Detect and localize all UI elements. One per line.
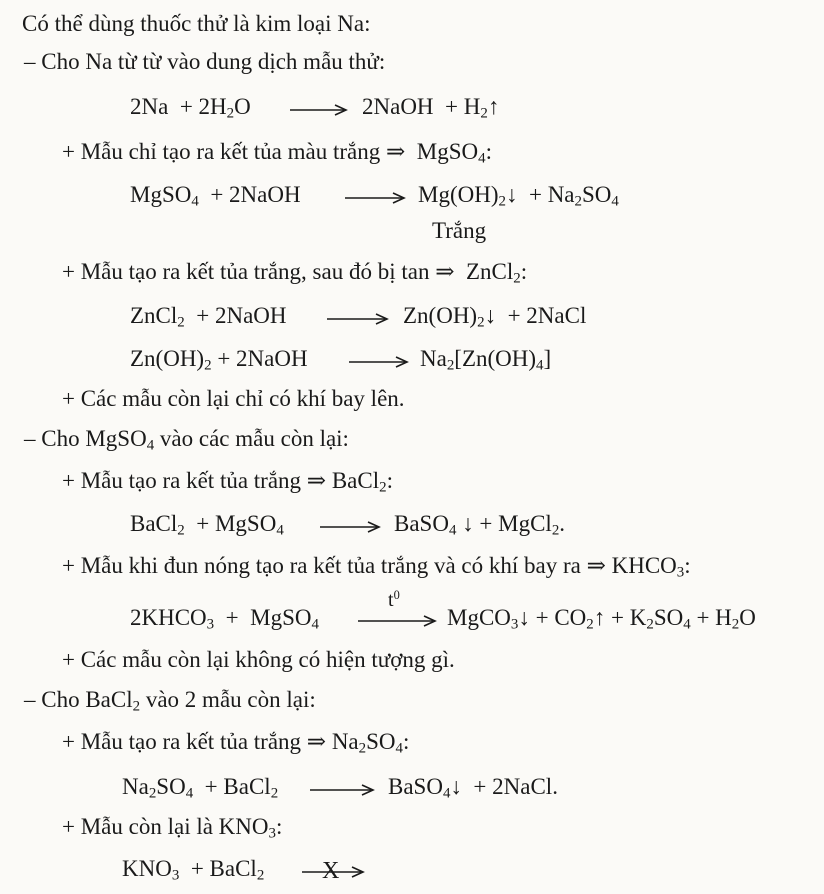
reaction-arrow (345, 183, 409, 213)
reaction-arrow (290, 95, 351, 125)
reaction-arrow (327, 304, 392, 334)
equation-r6 (0, 588, 824, 638)
equation-term: $Na_2SO_4$ + BaCl$_2$ (122, 774, 279, 802)
equation-term: BaSO$_4$ ↓ + MgCl$_2$. (394, 511, 566, 539)
text-line-l11: – Cho BaCl$_2$ vào 2 mẫu còn lại: (24, 687, 316, 715)
equation-r8 (0, 857, 824, 889)
equation-term: BaSO$_4$↓ + 2NaCl. (388, 774, 558, 802)
equation-term: $KNO_3$ + BaCl$_2$ (122, 856, 265, 884)
reaction-arrow (358, 588, 440, 636)
text-line-l3: + Mẫu chỉ tạo ra kết tủa màu trắng ⇒ MgSO$_4$: (62, 139, 492, 167)
equation-term: $Na_2[Zn(OH)_4]$ (420, 346, 552, 374)
text-line-l13: + Mẫu còn lại là $KNO_3$: (62, 814, 283, 842)
equation-term: MgSO$_4$ + 2NaOH (130, 182, 301, 210)
equation-r4 (0, 347, 824, 379)
text-line-l7: – Cho MgSO$_4$ vào các mẫu còn lại: (24, 426, 349, 454)
equation-r3 (0, 304, 824, 336)
text-line-l4: Trắng (432, 218, 487, 243)
equation-r1 (0, 95, 824, 127)
arrow-condition-label: $t^0$ (388, 588, 400, 611)
equation-r7 (0, 775, 824, 807)
equation-term: MgCO$_3$↓ + $CO_2↑ + K_2SO_4 + H_2O$ (447, 605, 756, 633)
text-line-l6: + Các mẫu còn lại chỉ có khí bay lên. (62, 386, 405, 411)
text-line-l2: – Cho Na từ từ vào dung dịch mẫu thử: (24, 49, 386, 74)
equation-term: $Zn(OH)_2↓$ + 2NaCl (403, 303, 587, 331)
equation-term: $2KHCO_3$ + MgSO$_4$ (130, 605, 319, 633)
equation-term: BaCl$_2$ + MgSO$_4$ (130, 511, 284, 539)
equation-term: $2Na + 2H_2O$ (130, 94, 251, 122)
equation-term: 2NaOH + $H_2↑$ (362, 94, 500, 122)
equation-term: ZnCl$_2$ + 2NaOH (130, 303, 287, 331)
arrow-cross-mark: X (322, 858, 340, 884)
text-line-l1: Có thể dùng thuốc thử là kim loại Na: (22, 11, 371, 36)
text-line-l12: + Mẫu tạo ra kết tủa trắng ⇒ $Na_2SO_4$: (62, 729, 410, 757)
text-line-l5: + Mẫu tạo ra kết tủa trắng, sau đó bị tan ⇒ ZnCl$_2$: (62, 259, 528, 287)
reaction-arrow (320, 512, 384, 542)
equation-r2 (0, 183, 824, 215)
reaction-arrow (310, 775, 378, 805)
equation-term: $Mg(OH)_2↓ + Na_2SO_4$ (418, 182, 619, 210)
equation-term: $Zn(OH)_2$ + 2NaOH (130, 346, 308, 374)
no-reaction-arrow (302, 857, 368, 887)
reaction-arrow (349, 347, 412, 377)
text-line-l8: + Mẫu tạo ra kết tủa trắng ⇒ BaCl$_2$: (62, 468, 393, 496)
equation-r5 (0, 512, 824, 544)
text-line-l9: + Mẫu khi đun nóng tạo ra kết tủa trắng và có khí bay ra ⇒ $KHCO_3$: (62, 553, 691, 581)
text-line-l10: + Các mẫu còn lại không có hiện tượng gì. (62, 647, 455, 672)
